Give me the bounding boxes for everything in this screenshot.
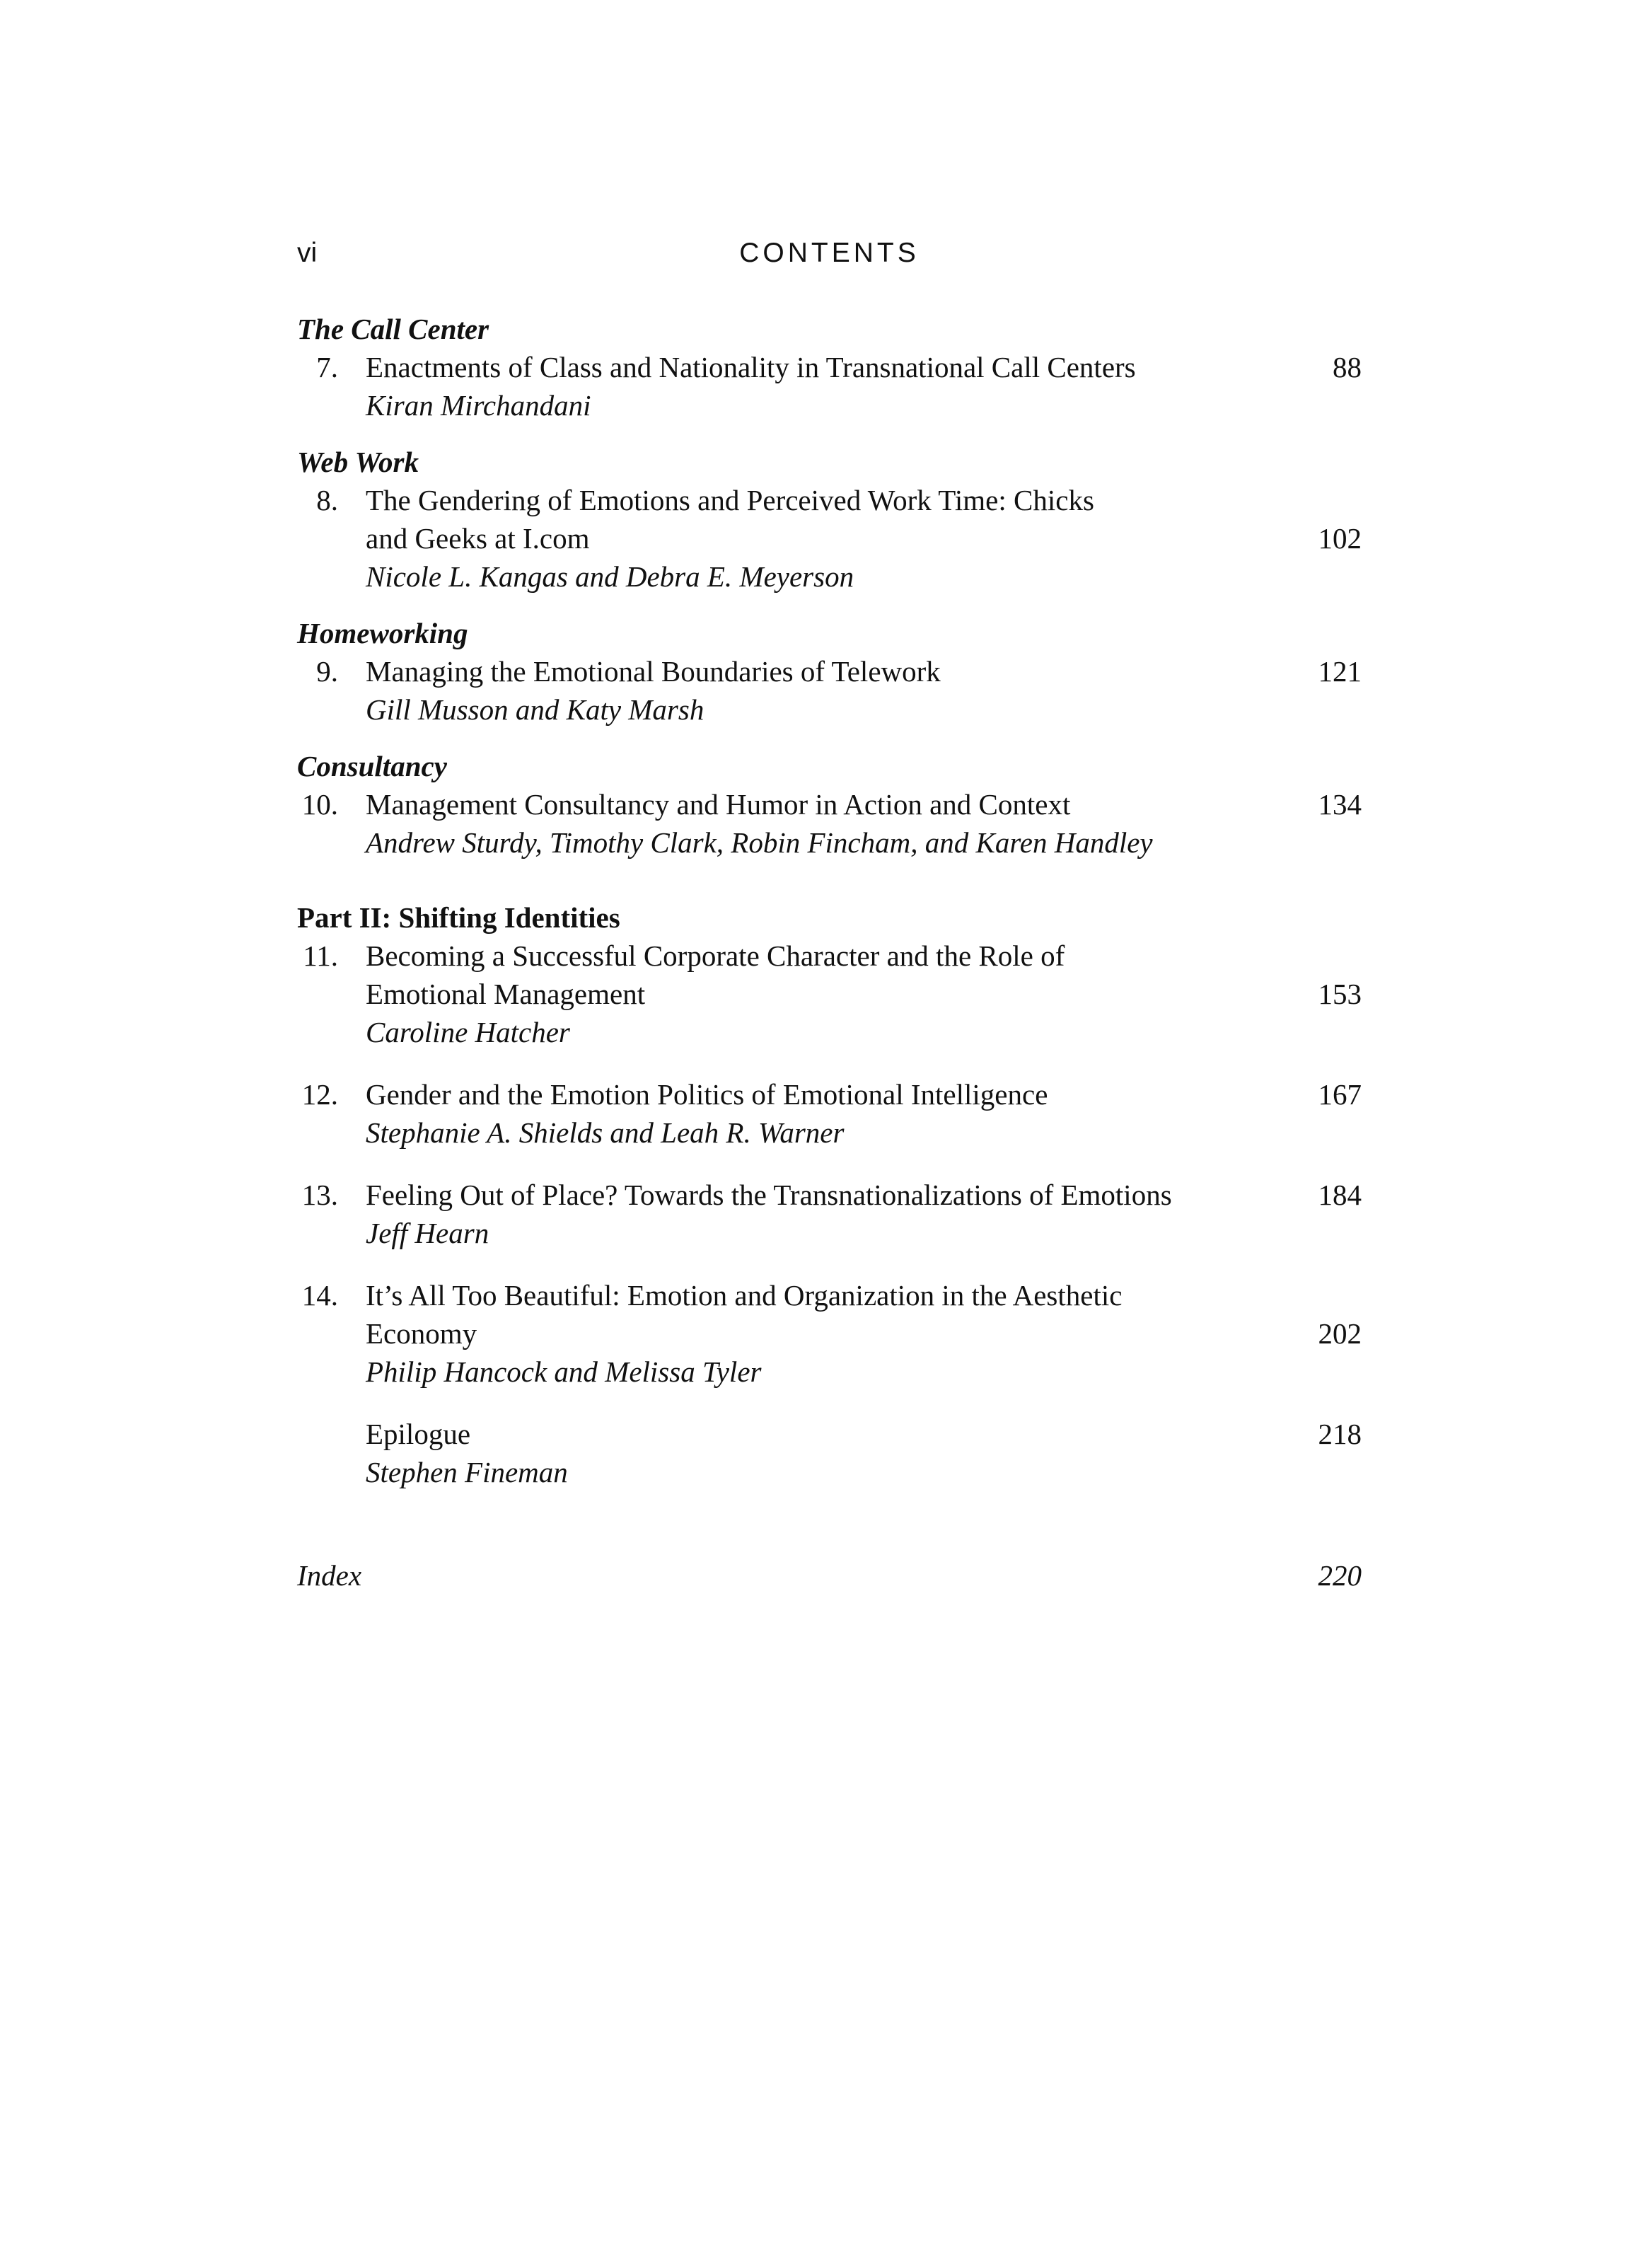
section-heading: Homeworking: [297, 617, 468, 649]
entry-title-line: Managing the Emotional Boundaries of Telework: [366, 655, 941, 688]
toc-entry[interactable]: [297, 652, 1362, 729]
entry-number: 8.: [316, 484, 338, 516]
entry-page: 167: [1318, 1078, 1362, 1111]
section-heading: Web Work: [297, 446, 419, 478]
toc-entry[interactable]: [297, 1276, 1362, 1391]
entry-title-line: Emotional Management: [366, 978, 646, 1010]
entry-title-line: The Gendering of Emotions and Perceived Work Time: Chicks: [366, 484, 1094, 516]
toc-entry[interactable]: [297, 348, 1362, 424]
part-heading: Part II: Shifting Identities: [297, 901, 620, 934]
toc-entry-epilogue[interactable]: [297, 1415, 1362, 1491]
entry-number: 9.: [316, 655, 338, 688]
index-page: 220: [1318, 1559, 1362, 1592]
entry-title-line: It’s All Too Beautiful: Emotion and Organization in the Aesthetic: [366, 1279, 1123, 1312]
entry-page: 218: [1318, 1418, 1362, 1450]
index-label: Index: [297, 1559, 362, 1592]
entry-page: 102: [1318, 522, 1362, 555]
entry-author: Stephanie A. Shields and Leah R. Warner: [366, 1116, 845, 1149]
toc-entry[interactable]: [297, 481, 1362, 596]
running-head: CONTENTS: [739, 238, 920, 268]
entry-title-line: Enactments of Class and Nationality in Transnational Call Centers: [366, 351, 1136, 383]
page-header: [297, 233, 1362, 273]
entry-author: Jeff Hearn: [366, 1217, 489, 1249]
entry-page: 88: [1333, 351, 1362, 383]
toc-entry[interactable]: [297, 785, 1362, 862]
section-heading: Consultancy: [297, 750, 447, 782]
entry-author: Caroline Hatcher: [366, 1016, 570, 1048]
entry-title-line: Gender and the Emotion Politics of Emotional Intelligence: [366, 1078, 1048, 1111]
entry-number: 7.: [316, 351, 338, 383]
entry-author: Gill Musson and Katy Marsh: [366, 693, 704, 726]
table-of-contents: [297, 310, 1362, 1491]
entry-author: Andrew Sturdy, Timothy Clark, Robin Fincham, and Karen Handley: [366, 826, 1153, 859]
toc-entry[interactable]: [297, 1176, 1362, 1252]
entry-page: 121: [1318, 655, 1362, 688]
entry-page: 184: [1318, 1179, 1362, 1211]
toc-entry-index[interactable]: [297, 1556, 1362, 1595]
section-heading: The Call Center: [297, 313, 489, 345]
entry-title-line: Feeling Out of Place? Towards the Transnationalizations of Emotions: [366, 1179, 1172, 1211]
entry-number: 12.: [301, 1078, 338, 1111]
entry-page: 153: [1318, 978, 1362, 1010]
entry-number: 13.: [301, 1179, 338, 1211]
entry-page: 134: [1318, 788, 1362, 821]
entry-author: Nicole L. Kangas and Debra E. Meyerson: [366, 560, 854, 593]
entry-number: 11.: [303, 939, 338, 972]
entry-title-line: Management Consultancy and Humor in Action and Context: [366, 788, 1071, 821]
entry-author: Philip Hancock and Melissa Tyler: [366, 1355, 762, 1388]
entry-number: 10.: [301, 788, 338, 821]
entry-title-line: Economy: [366, 1317, 477, 1350]
entry-author: Kiran Mirchandani: [366, 389, 591, 422]
entry-title-line: Becoming a Successful Corporate Character and the Role of: [366, 939, 1065, 972]
entry-author: Stephen Fineman: [366, 1456, 568, 1488]
toc-entry[interactable]: [297, 1075, 1362, 1152]
entry-number: 14.: [301, 1279, 338, 1312]
entry-title-line: Epilogue: [366, 1418, 471, 1450]
entry-title-line: and Geeks at I.com: [366, 522, 590, 555]
page-folio: vi: [297, 238, 318, 268]
toc-entry[interactable]: [297, 937, 1362, 1051]
entry-page: 202: [1318, 1317, 1362, 1350]
